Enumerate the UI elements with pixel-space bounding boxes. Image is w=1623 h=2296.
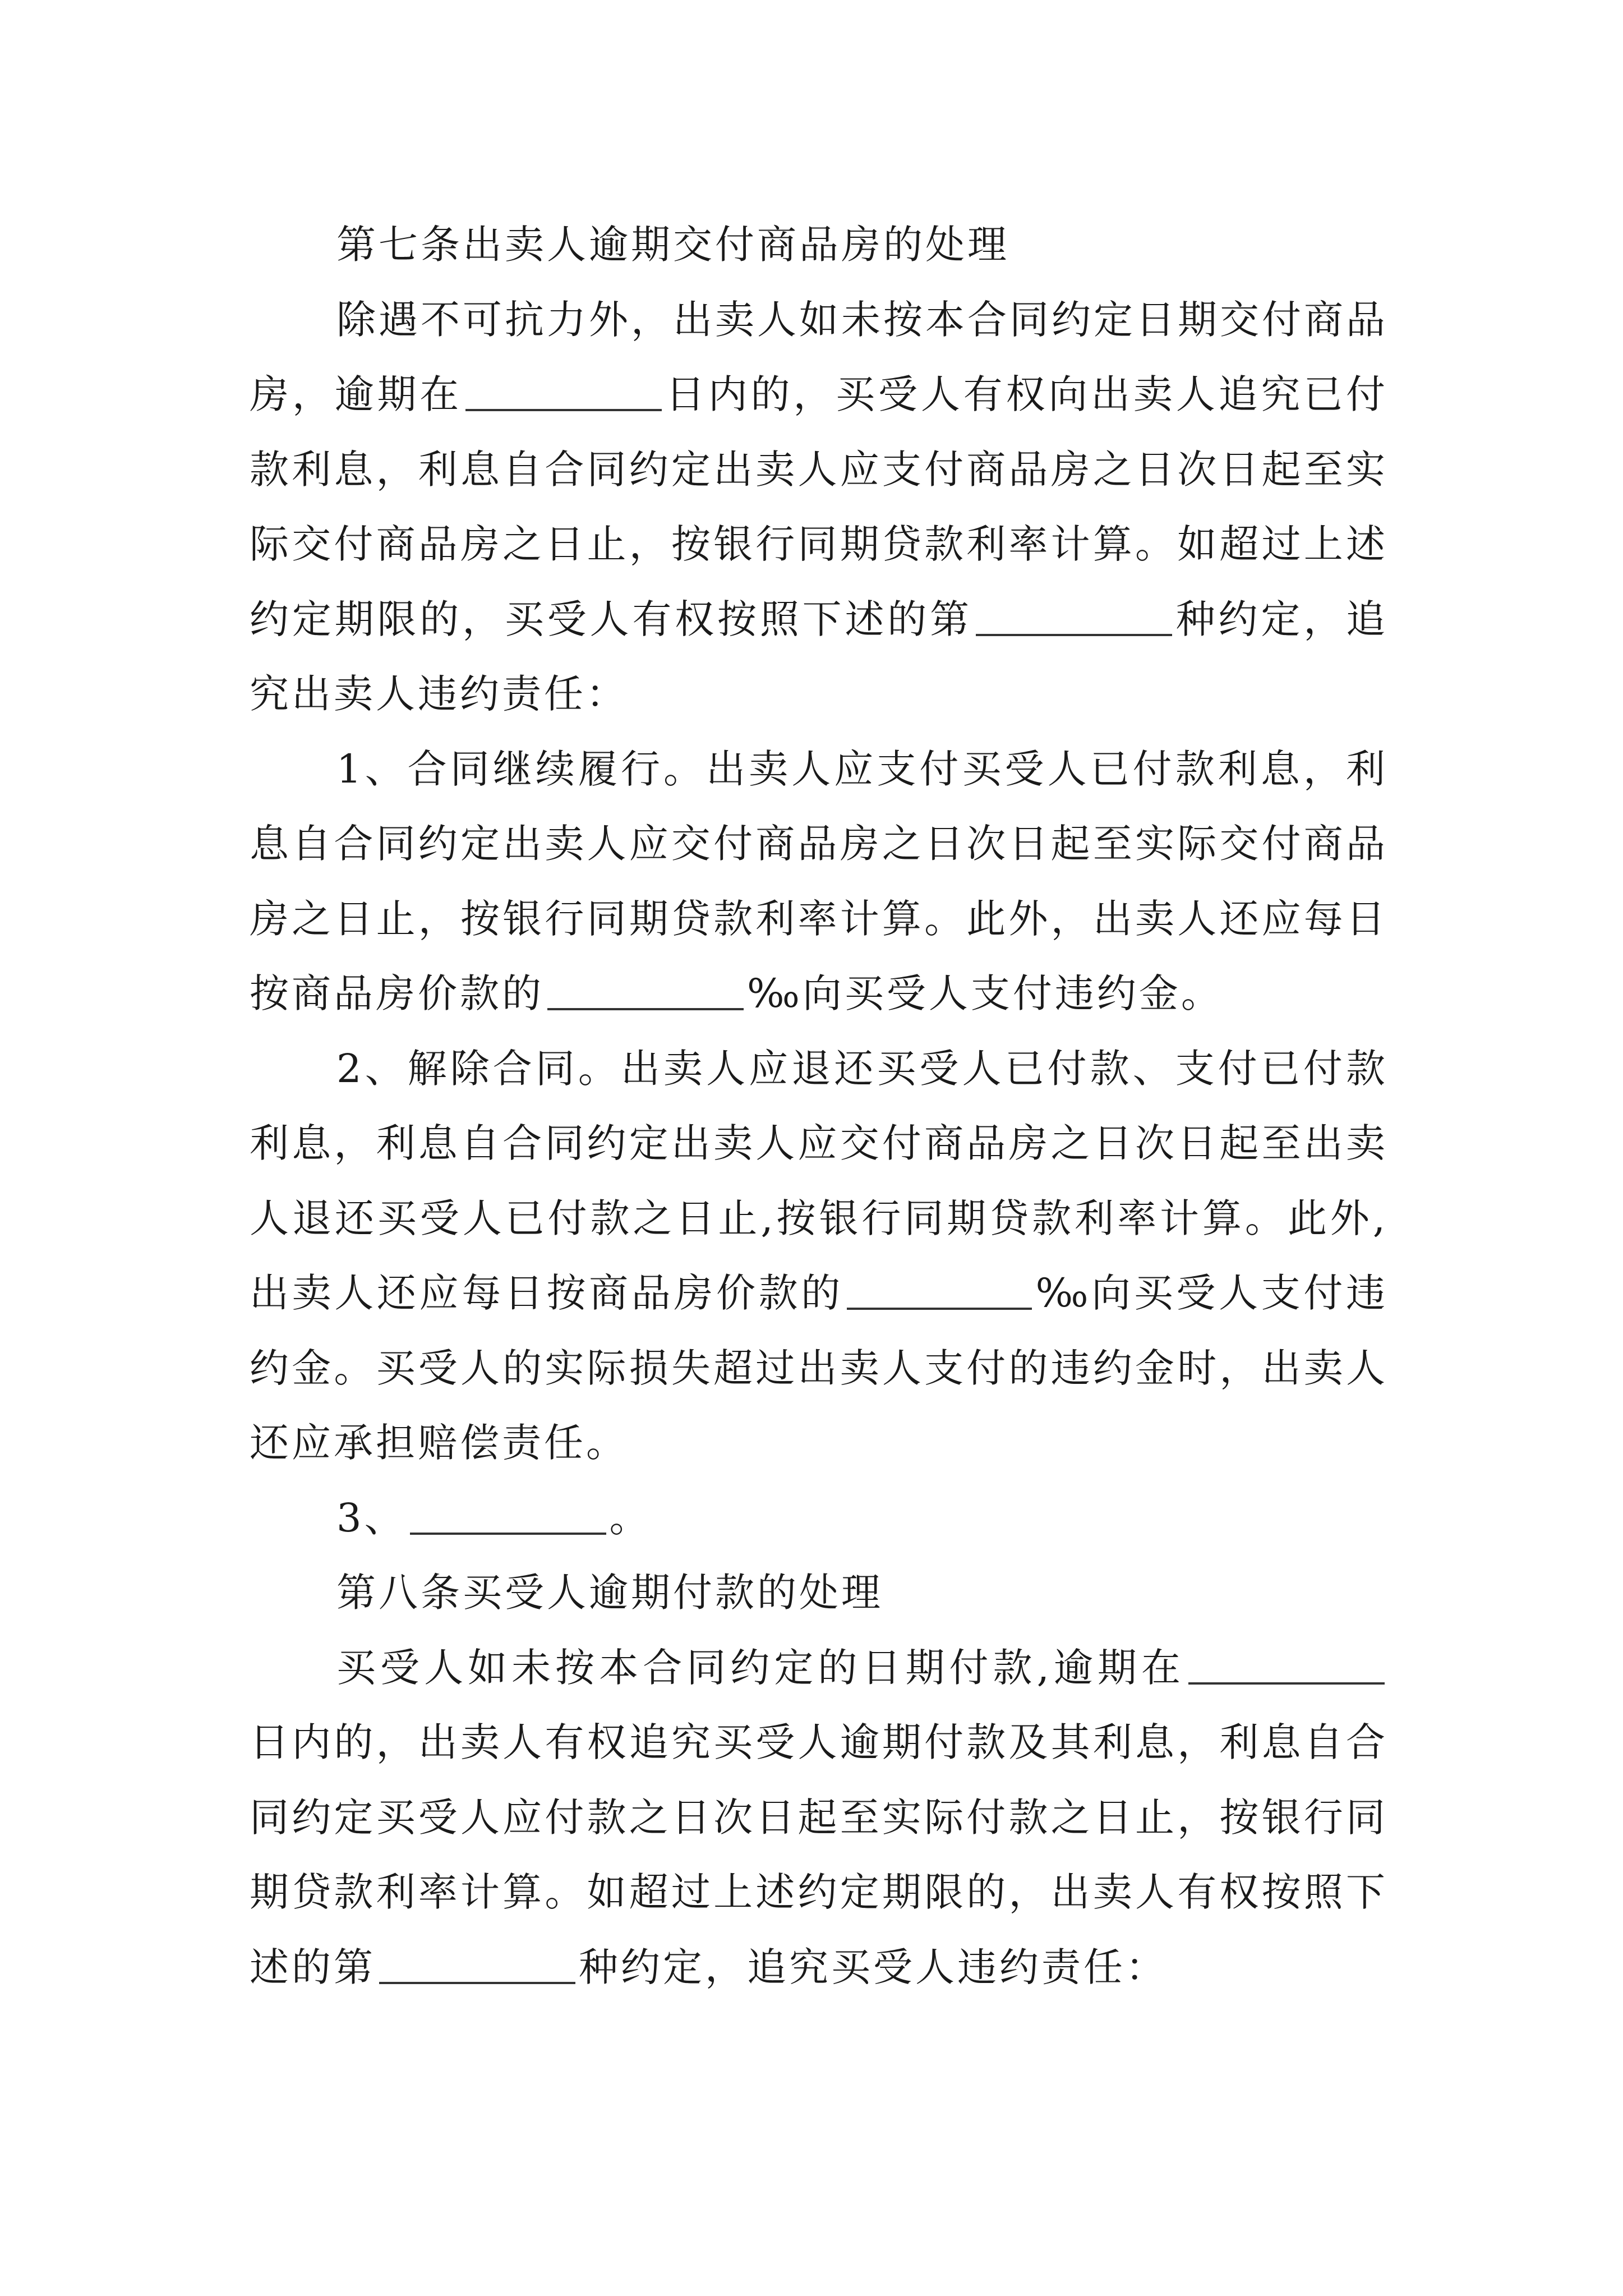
article-7-heading (250, 208, 1388, 283)
article-7-item-3 (250, 1481, 1388, 1556)
article-8-heading (250, 1556, 1388, 1631)
fill-in-blank-days-2[interactable] (1188, 1643, 1385, 1685)
fill-in-blank-option-2[interactable] (379, 1943, 575, 1984)
article-7-text-part-3: 种约定，追究出卖人违约责任： (250, 596, 1389, 717)
item-2-text-part-2: ‰向买受人支付违约金。买受人的实际损失超过出卖人支付的违约金时，出卖人还应承担赔偿责任。 (250, 1270, 1388, 1466)
article-8-text-part-3: 种约定，追究买受人违约责任： (579, 1944, 1168, 1990)
article-8-title: 第八条买受人逾期付款的处理 (336, 1570, 883, 1616)
article-7-paragraph (250, 283, 1388, 732)
fill-in-blank-penalty-rate-2[interactable] (847, 1268, 1032, 1310)
document-body (250, 208, 1388, 2005)
article-8-text-part-2: 日内的，出卖人有权追究买受人逾期付款及其利息，利息自合同约定买受人应付款之日次日起至实际付款之日止，按银行同期贷款利率计算。如超过上述约定期限的，出卖人有权按照下述的第 (250, 1719, 1388, 1990)
article-8-text-part-1: 买受人如未按本合同约定的日期付款,逾期在 (336, 1644, 1185, 1691)
fill-in-blank-penalty-rate[interactable] (547, 969, 744, 1010)
fill-in-blank-days[interactable] (465, 370, 662, 411)
item-3-text-part-1: 3、 (336, 1494, 407, 1541)
item-3-text-part-2: 。 (609, 1494, 652, 1541)
article-7-title: 第七条出卖人逾期交付商品房的处理 (336, 222, 1009, 268)
article-7-item-1 (250, 732, 1388, 1032)
article-7-text-part-2: 日内的，买受人有权向出卖人追究已付款利息，利息自合同约定出卖人应支付商品房之日次日起至实际交付商品房之日止，按银行同期贷款利率计算。如超过上述约定期限的，买受人有权按照下述的第 (250, 371, 1389, 642)
item-2-text-part-1: 2、解除合同。出卖人应退还买受人已付款、支付已付款利息，利息自合同约定出卖人应交付商品房之日次日起至出卖人退还买受人已付款之日止,按银行同期贷款利率计算。此外,出卖人还应每日按商品房价款的 (250, 1045, 1388, 1316)
fill-in-blank-other-option[interactable] (410, 1493, 606, 1535)
item-1-text-part-2: ‰向买受人支付违约金。 (747, 970, 1223, 1016)
fill-in-blank-option[interactable] (976, 595, 1172, 636)
article-7-item-2 (250, 1032, 1388, 1481)
article-7-text-part-1: 除遇不可抗力外，出卖人如未按本合同约定日期交付商品房，逾期在 (250, 296, 1388, 417)
article-8-paragraph (250, 1631, 1388, 2005)
item-1-text-part-1: 1、合同继续履行。出卖人应支付买受人已付款利息，利息自合同约定出卖人应交付商品房之日次日起至实际交付商品房之日止，按银行同期贷款利率计算。此外，出卖人还应每日按商品房价款的 (250, 746, 1388, 1016)
